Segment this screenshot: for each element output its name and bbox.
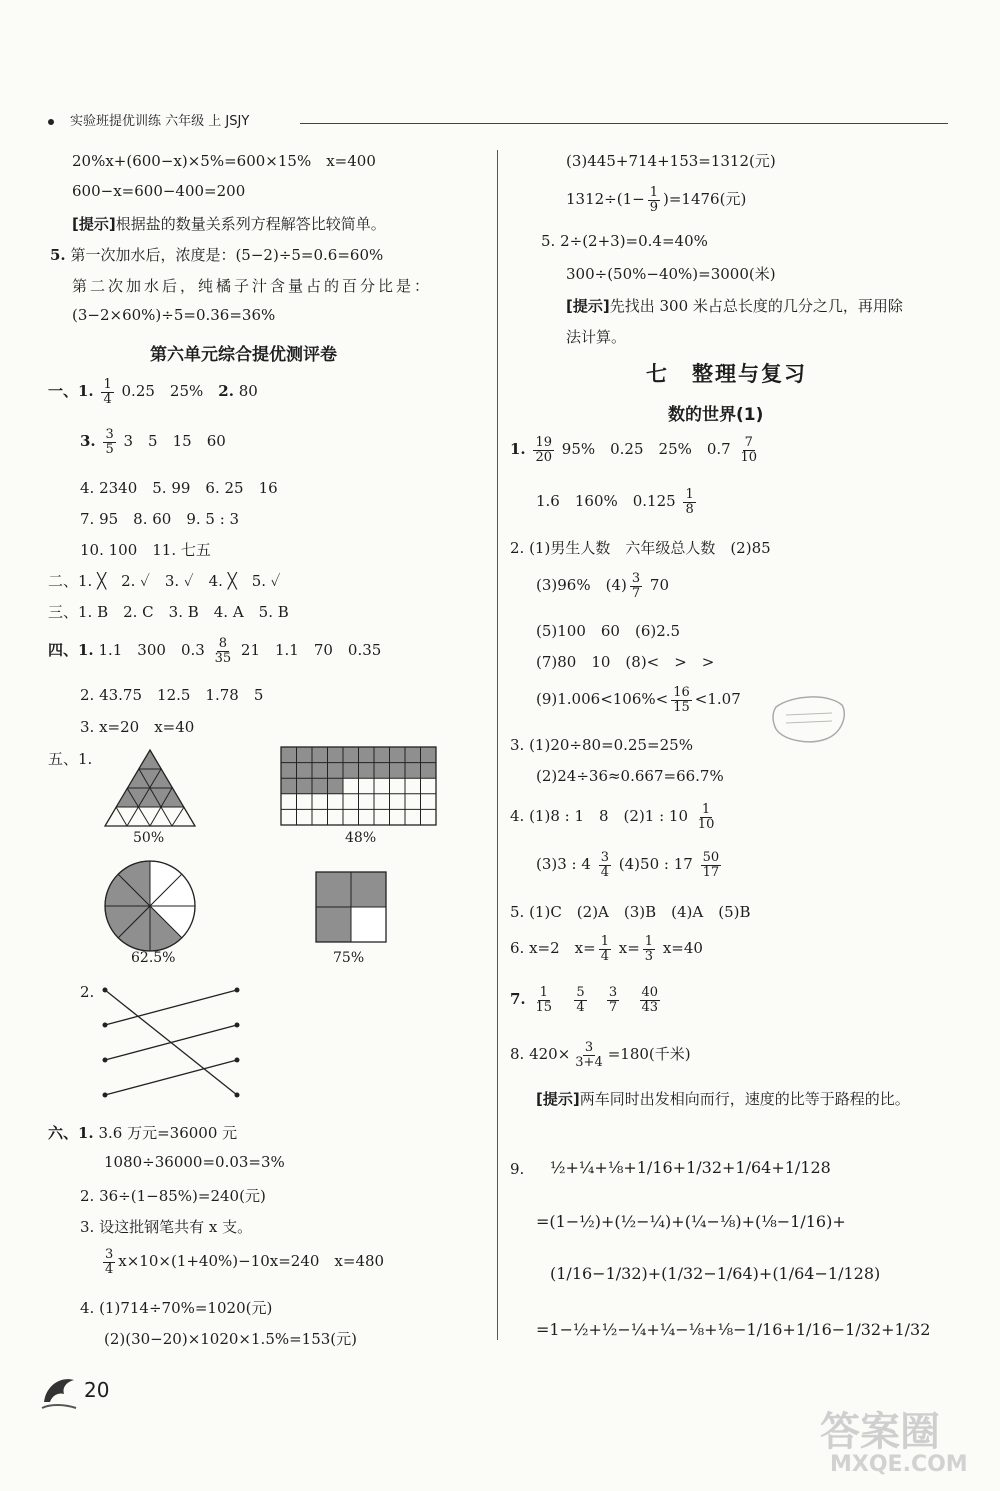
hint-line [536, 1088, 910, 1109]
fraction [101, 378, 113, 406]
unshaded-region [351, 907, 386, 942]
answer-line: 1080÷36000=0.03=3% [104, 1153, 285, 1171]
denominator: 7 [608, 999, 618, 1015]
denominator: 4 [105, 1261, 114, 1277]
chapter-title: 七 整理与复习 [646, 362, 807, 386]
grid-figure [281, 747, 436, 825]
answer-text: x=40 [662, 939, 703, 958]
answer-line: 二、1. ╳ 2. ✓ 3. ✓ 4. ╳ 5. ✓ [48, 572, 281, 590]
fraction [701, 851, 722, 879]
answer-text: (4)50 : 17 [618, 855, 693, 874]
hint-text: 先找出 300 米占总长度的几分之几，再用除 [609, 297, 903, 315]
answer-line: 4. 2340 5. 99 6. 25 16 [80, 479, 278, 497]
fraction [696, 803, 717, 831]
match-dot [103, 1058, 108, 1063]
answer-line: 5. 2÷(2+3)=0.4=40% [541, 232, 708, 250]
question-number: 3. [80, 432, 96, 451]
answer-line: 三、1. B 2. C 3. B 4. A 5. B [48, 603, 289, 621]
numerator: 5 [576, 985, 585, 1000]
sub-title: 数的世界(1) [668, 405, 764, 425]
triangle-figure [103, 748, 198, 828]
numerator: 1 [103, 377, 112, 392]
numerator: 7 [744, 435, 753, 450]
hint-label: [提示] [72, 215, 116, 233]
denominator: 10 [740, 449, 758, 465]
answer-line: 3. x=20 x=40 [80, 718, 195, 736]
numerator: 1 [539, 985, 548, 1000]
numerator: 8 [218, 636, 227, 651]
hint-text: 两车同时出发相向而行，速度的比等于路程的比。 [579, 1090, 910, 1108]
numerator: 16 [673, 685, 690, 700]
denominator: 4 [600, 864, 609, 880]
answer-text: )=1476(元) [663, 190, 747, 209]
answer-text: (9)1.006<106%< [536, 690, 669, 709]
denominator: 3 [644, 948, 654, 964]
fraction [573, 1041, 604, 1069]
answer-text: 1.1 300 0.3 [98, 641, 205, 660]
dolphin-icon [40, 1372, 80, 1412]
answer-line [48, 378, 258, 406]
header-bullet [48, 119, 54, 125]
match-dot [235, 988, 240, 993]
answer-text: 第一次加水后，浓度是：(5−2)÷5=0.6=60% [70, 246, 384, 264]
match-dot [103, 1023, 108, 1028]
watermark-url: MXQE.COM [830, 1452, 968, 1477]
question-number: 2. [218, 382, 234, 401]
answer-line: 20%x+(600−x)×5%=600×15% x=400 [72, 152, 376, 170]
answer-line: 10. 100 11. 七五 [80, 541, 211, 559]
fraction [739, 436, 760, 464]
fraction [213, 637, 234, 665]
answer-line [510, 803, 719, 831]
answer-line: 2. 36÷(1−85%)=240(元) [80, 1187, 266, 1205]
answer-line [536, 572, 669, 600]
answer-text: 1312÷(1− [566, 190, 645, 209]
answer-line [536, 488, 699, 516]
column-divider [497, 150, 498, 1340]
answer-line: (5)100 60 (6)2.5 [536, 622, 681, 640]
header-title: 实验班提优训练 六年级 上 JSJY [70, 114, 250, 129]
figure-caption: 48% [345, 830, 377, 846]
numerator: 1 [644, 934, 654, 949]
hint-line [72, 213, 386, 234]
answer-line: 第二次加水后，纯橘子汁含量占的百分比是： [72, 277, 433, 295]
match-dot [103, 988, 108, 993]
numerator: 1 [600, 934, 609, 949]
denominator: 10 [697, 816, 715, 832]
figure-caption: 50% [133, 830, 165, 846]
fraction [630, 572, 642, 600]
numerator: 3 [105, 427, 114, 442]
answer-text: 1.6 160% 0.125 [536, 492, 676, 511]
answer-line: (7)80 10 (8)< > > [536, 653, 715, 671]
answer-line: (2)24÷36≈0.667=66.7% [536, 767, 724, 785]
answer-line [80, 428, 226, 456]
fraction [599, 935, 611, 963]
answer-line [510, 436, 762, 464]
numerator: 40 [641, 985, 659, 1000]
figure-caption: 62.5% [131, 950, 176, 966]
answer-line: 5. (1)C (2)A (3)B (4)A (5)B [510, 903, 751, 921]
answer-line [48, 1122, 237, 1143]
equation-line: =1−½+½−¼+¼−⅛+⅛−1/16+1/16−1/32+1/32 [536, 1320, 931, 1339]
question-number: 一、1. [48, 382, 94, 401]
denominator: 15 [535, 999, 552, 1015]
match-line [105, 1060, 237, 1095]
answer-text: =180(千米) [607, 1045, 691, 1064]
answer-line: 3. 设这批钢笔共有 x 支。 [80, 1218, 253, 1236]
section-title: 第六单元综合提优测评卷 [150, 345, 337, 365]
numerator: 1 [685, 487, 694, 502]
stamp-icon [770, 693, 848, 745]
question-number: 2. [80, 983, 95, 1001]
match-line [105, 990, 237, 1025]
fraction [533, 986, 554, 1014]
fraction [640, 986, 661, 1014]
numerator: 3 [600, 850, 609, 865]
answer-text: x= [618, 939, 640, 958]
numerator: 3 [631, 571, 641, 586]
denominator: 4 [600, 948, 609, 964]
equation-line: =(1−½)+(½−¼)+(¼−⅛)+(⅛−1/16)+ [536, 1212, 846, 1231]
denominator: 15 [673, 699, 690, 715]
match-dot [235, 1023, 240, 1028]
figure-caption: 75% [333, 950, 365, 966]
answer-text: (3)96% (4) [536, 576, 627, 595]
answer-line [510, 986, 663, 1014]
fraction [103, 1248, 115, 1276]
denominator: 35 [214, 650, 232, 666]
hint-label: [提示] [566, 297, 610, 315]
equation-line: (1/16−1/32)+(1/32−1/64)+(1/64−1/128) [550, 1264, 881, 1283]
answer-line: (2)(30−20)×1020×1.5%=153(元) [104, 1330, 358, 1348]
answer-line [48, 637, 381, 665]
answer-line: 600−x=600−400=200 [72, 182, 246, 200]
fraction [607, 986, 619, 1014]
fraction [574, 986, 586, 1014]
answer-line [536, 851, 724, 879]
fraction [599, 851, 611, 879]
header-rule [300, 123, 948, 124]
question-number: 四、1. [48, 641, 94, 660]
hint-label: [提示] [536, 1090, 580, 1108]
watermark-logo: 答案圈 [820, 1409, 940, 1455]
answer-line [536, 686, 741, 714]
answer-text: x×10×(1+40%)−10x=240 x=480 [118, 1252, 385, 1271]
match-dot [103, 1093, 108, 1098]
answer-line [566, 186, 746, 214]
numerator: 1 [649, 185, 658, 200]
numerator: 50 [702, 850, 720, 865]
denominator: 5 [105, 441, 114, 457]
answer-text: 95% 0.25 25% 0.7 [561, 440, 731, 459]
answer-text: 3.6 万元=36000 元 [98, 1124, 238, 1142]
denominator: 7 [631, 585, 641, 601]
answer-line: 4. (1)714÷70%=1020(元) [80, 1299, 273, 1317]
numerator: 1 [701, 802, 711, 817]
denominator: 3+4 [575, 1054, 603, 1070]
answer-text: <1.07 [694, 690, 741, 709]
answer-line: 2. 43.75 12.5 1.78 5 [80, 686, 264, 704]
answer-text: 3 5 15 60 [123, 432, 226, 451]
circle-figure [104, 860, 196, 952]
answer-text: 70 [649, 576, 669, 595]
fraction [103, 428, 115, 456]
answer-text: 0.25 25% [121, 382, 219, 401]
answer-text: 80 [238, 382, 258, 401]
answer-text: (3)3 : 4 [536, 855, 591, 874]
answer-line: 法计算。 [566, 328, 627, 346]
question-number: 7. [510, 990, 526, 1009]
hint-text: 根据盐的数量关系列方程解答比较简单。 [115, 215, 386, 233]
numerator: 3 [608, 985, 618, 1000]
hint-line [566, 295, 903, 316]
denominator: 17 [702, 864, 720, 880]
answer-line: 300÷(50%−40%)=3000(米) [566, 265, 776, 283]
denominator: 9 [649, 199, 658, 215]
match-dot [235, 1093, 240, 1098]
numerator: 3 [105, 1247, 114, 1262]
question-number: 9. [510, 1160, 525, 1178]
answer-line: (3)445+714+153=1312(元) [566, 152, 776, 170]
match-line [105, 1025, 237, 1060]
answer-line [510, 935, 703, 963]
denominator: 8 [685, 501, 694, 517]
matching-figure [100, 985, 245, 1105]
fraction [643, 935, 655, 963]
answer-line: 7. 95 8. 60 9. 5 : 3 [80, 510, 240, 528]
answer-text: 4. (1)8 : 1 8 (2)1 : 10 [510, 807, 689, 826]
fraction [671, 686, 692, 714]
shaded-region [117, 750, 183, 807]
answer-text: 6. x=2 x= [510, 939, 596, 958]
fraction [683, 488, 695, 516]
fraction [648, 186, 660, 214]
fraction [533, 436, 554, 464]
answer-line: (3−2×60%)÷5=0.36=36% [72, 306, 276, 324]
answer-line: 2. (1)男生人数 六年级总人数 (2)85 [510, 539, 771, 557]
answer-line [510, 1041, 691, 1069]
answer-line: 3. (1)20÷80=0.25=25% [510, 736, 693, 754]
equation-line: ½+¼+⅛+1/16+1/32+1/64+1/128 [550, 1158, 831, 1177]
match-dot [235, 1058, 240, 1063]
question-number: 六、1. [48, 1124, 94, 1142]
answer-text: 21 1.1 70 0.35 [240, 641, 382, 660]
answer-line [50, 244, 383, 265]
question-number: 五、1. [48, 750, 93, 768]
denominator: 43 [641, 999, 659, 1015]
numerator: 3 [584, 1040, 594, 1055]
denominator: 4 [103, 391, 112, 407]
square-figure [316, 872, 386, 942]
question-number: 5. [50, 246, 66, 264]
answer-text: 8. 420× [510, 1045, 571, 1064]
denominator: 20 [535, 449, 552, 465]
numerator: 19 [535, 435, 552, 450]
denominator: 4 [576, 999, 585, 1015]
question-number: 1. [510, 440, 526, 459]
answer-line [100, 1248, 384, 1276]
page-number: 20 [84, 1378, 110, 1402]
